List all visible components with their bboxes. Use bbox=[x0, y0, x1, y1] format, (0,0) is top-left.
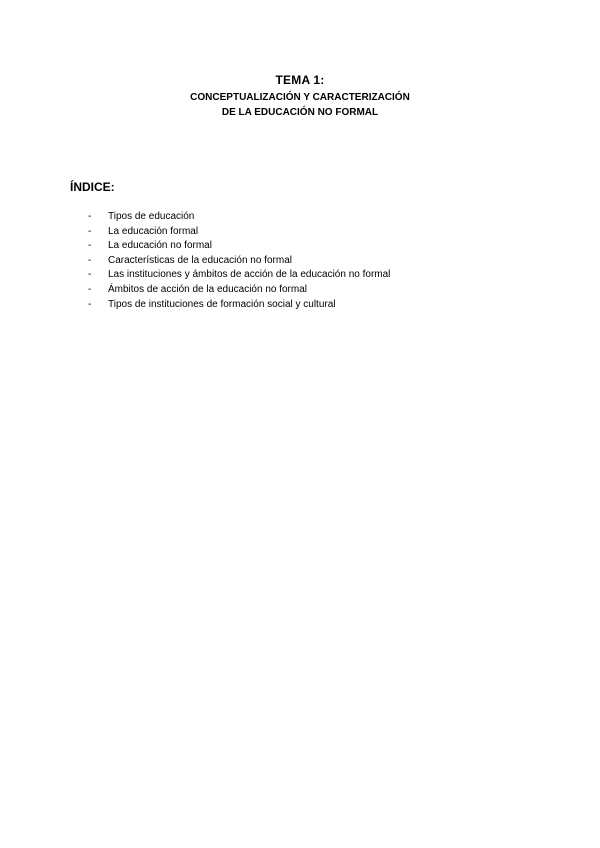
list-item-text: Características de la educación no formal bbox=[108, 254, 292, 266]
list-bullet: - bbox=[88, 283, 92, 295]
list-item bbox=[88, 239, 390, 254]
list-item bbox=[88, 225, 390, 240]
list-item bbox=[88, 283, 390, 298]
index-list bbox=[88, 210, 390, 312]
topic-number: TEMA 1: bbox=[275, 73, 325, 87]
topic-title-line-1: CONCEPTUALIZACIÓN Y CARACTERIZACIÓN bbox=[190, 92, 410, 103]
list-bullet: - bbox=[88, 240, 92, 252]
list-item bbox=[88, 298, 390, 313]
list-item bbox=[88, 268, 390, 283]
list-bullet: - bbox=[88, 225, 92, 237]
list-bullet: - bbox=[88, 269, 92, 281]
list-bullet: - bbox=[88, 298, 92, 310]
list-item bbox=[88, 254, 390, 269]
list-item-text: Las instituciones y ámbitos de acción de la educación no formal bbox=[108, 269, 391, 281]
list-item-text: Tipos de educación bbox=[108, 211, 195, 222]
topic-title-line-2: DE LA EDUCACIÓN NO FORMAL bbox=[221, 107, 379, 118]
document-header bbox=[0, 72, 600, 120]
list-bullet: - bbox=[88, 254, 92, 266]
index-heading: ÍNDICE: bbox=[70, 180, 115, 194]
list-item-text: Tipos de instituciones de formación social y cultural bbox=[108, 298, 336, 310]
list-item-text: La educación formal bbox=[108, 225, 199, 237]
list-bullet: - bbox=[88, 211, 92, 222]
list-item-text: Ámbitos de acción de la educación no formal bbox=[108, 283, 308, 295]
list-item-text: La educación no formal bbox=[108, 240, 212, 252]
list-item bbox=[88, 210, 390, 225]
